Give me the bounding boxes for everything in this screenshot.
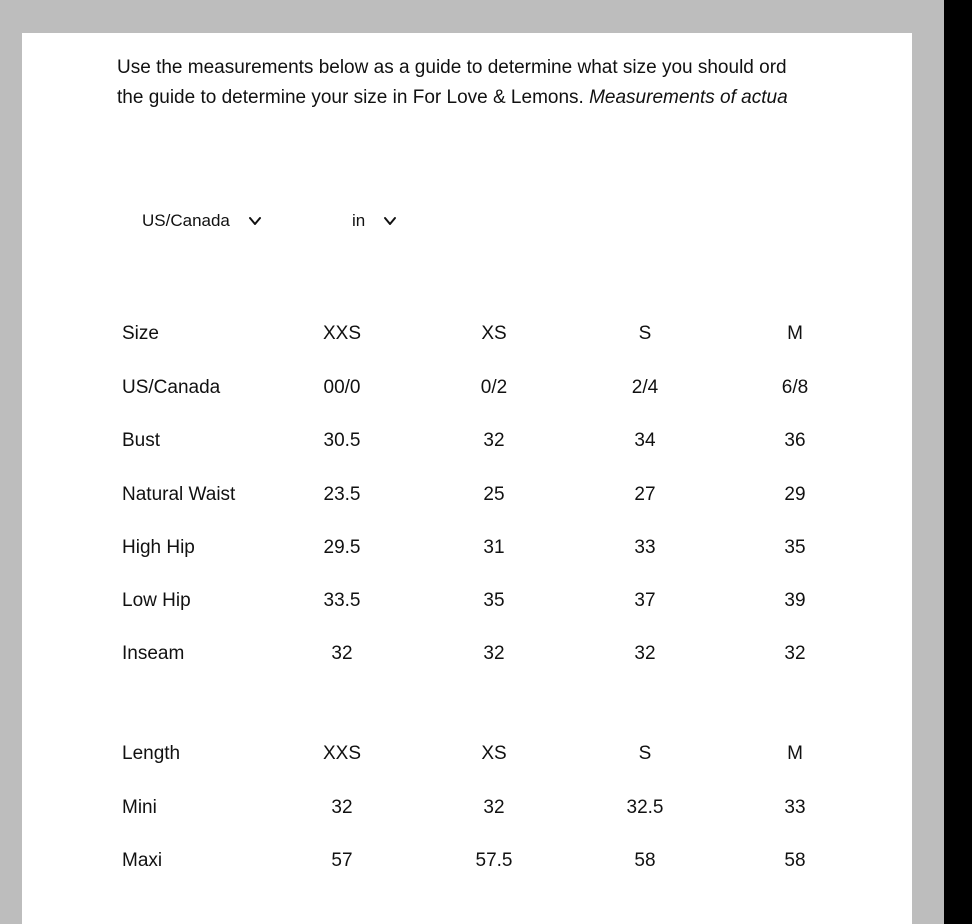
row-label: Bust (122, 430, 161, 451)
table-header-row (22, 739, 912, 769)
table-row (22, 793, 912, 823)
table-cell: 2/4 (631, 377, 659, 398)
table-cell: 33.5 (323, 590, 361, 611)
column-header: M (787, 323, 803, 344)
table-cell: 58 (784, 850, 806, 871)
unit-select[interactable] (352, 211, 397, 231)
column-header: S (638, 743, 652, 764)
table-cell: 29 (784, 484, 806, 505)
row-label: Natural Waist (122, 484, 236, 505)
intro-line-2-italic: Measurements of actua (589, 87, 788, 108)
table-cell: 30.5 (323, 430, 361, 451)
column-header: M (787, 743, 803, 764)
table-cell: 32 (331, 643, 353, 664)
table-cell: 32 (634, 643, 656, 664)
table-cell: 32 (784, 643, 806, 664)
table-row (22, 426, 912, 456)
table-cell: 29.5 (323, 537, 361, 558)
column-header: XS (481, 743, 507, 764)
table-cell: 00/0 (323, 377, 361, 398)
table-cell: 39 (784, 590, 806, 611)
table-row (22, 533, 912, 563)
table-cell: 27 (634, 484, 656, 505)
table-cell: 57.5 (475, 850, 513, 871)
table-header-row (22, 319, 912, 349)
column-header: XS (481, 323, 507, 344)
table-row (22, 639, 912, 669)
table-cell: 58 (634, 850, 656, 871)
column-header-label: Length (122, 743, 181, 764)
region-select-value: US/Canada (142, 211, 230, 230)
table-cell: 34 (634, 430, 656, 451)
table-row (22, 586, 912, 616)
table-cell: 32 (483, 430, 505, 451)
row-label: High Hip (122, 537, 195, 558)
chevron-down-icon (248, 214, 262, 228)
table-row (22, 373, 912, 403)
table-cell: 37 (634, 590, 656, 611)
table-cell: 0/2 (480, 377, 508, 398)
row-label: Mini (122, 797, 157, 818)
row-label: US/Canada (122, 377, 221, 398)
column-header: XXS (322, 323, 362, 344)
row-label: Maxi (122, 850, 163, 871)
table-row (22, 480, 912, 510)
table-cell: 35 (483, 590, 505, 611)
table-cell: 25 (483, 484, 505, 505)
column-header-label: Size (122, 323, 159, 344)
table-cell: 35 (784, 537, 806, 558)
table-cell: 23.5 (323, 484, 361, 505)
table-cell: 6/8 (781, 377, 809, 398)
table-cell: 32 (331, 797, 353, 818)
size-guide-panel (22, 33, 912, 924)
table-cell: 32 (483, 797, 505, 818)
table-cell: 32 (483, 643, 505, 664)
table-cell: 32.5 (626, 797, 664, 818)
row-label: Inseam (122, 643, 185, 664)
intro-line-2-plain: the guide to determine your size in For Love & Lemons. (117, 87, 590, 108)
column-header: XXS (322, 743, 362, 764)
chevron-down-icon (383, 214, 397, 228)
right-edge-bar (944, 0, 972, 924)
table-row (22, 846, 912, 876)
table-cell: 57 (331, 850, 353, 871)
table-cell: 31 (483, 537, 505, 558)
intro-line-2 (117, 83, 877, 113)
intro-text (117, 53, 877, 113)
region-select[interactable] (142, 211, 262, 231)
table-cell: 33 (784, 797, 806, 818)
table-cell: 36 (784, 430, 806, 451)
column-header: S (638, 323, 652, 344)
row-label: Low Hip (122, 590, 191, 611)
intro-line-1: Use the measurements below as a guide to determine what size you should ord (117, 57, 787, 78)
table-cell: 33 (634, 537, 656, 558)
unit-select-value: in (352, 211, 366, 230)
